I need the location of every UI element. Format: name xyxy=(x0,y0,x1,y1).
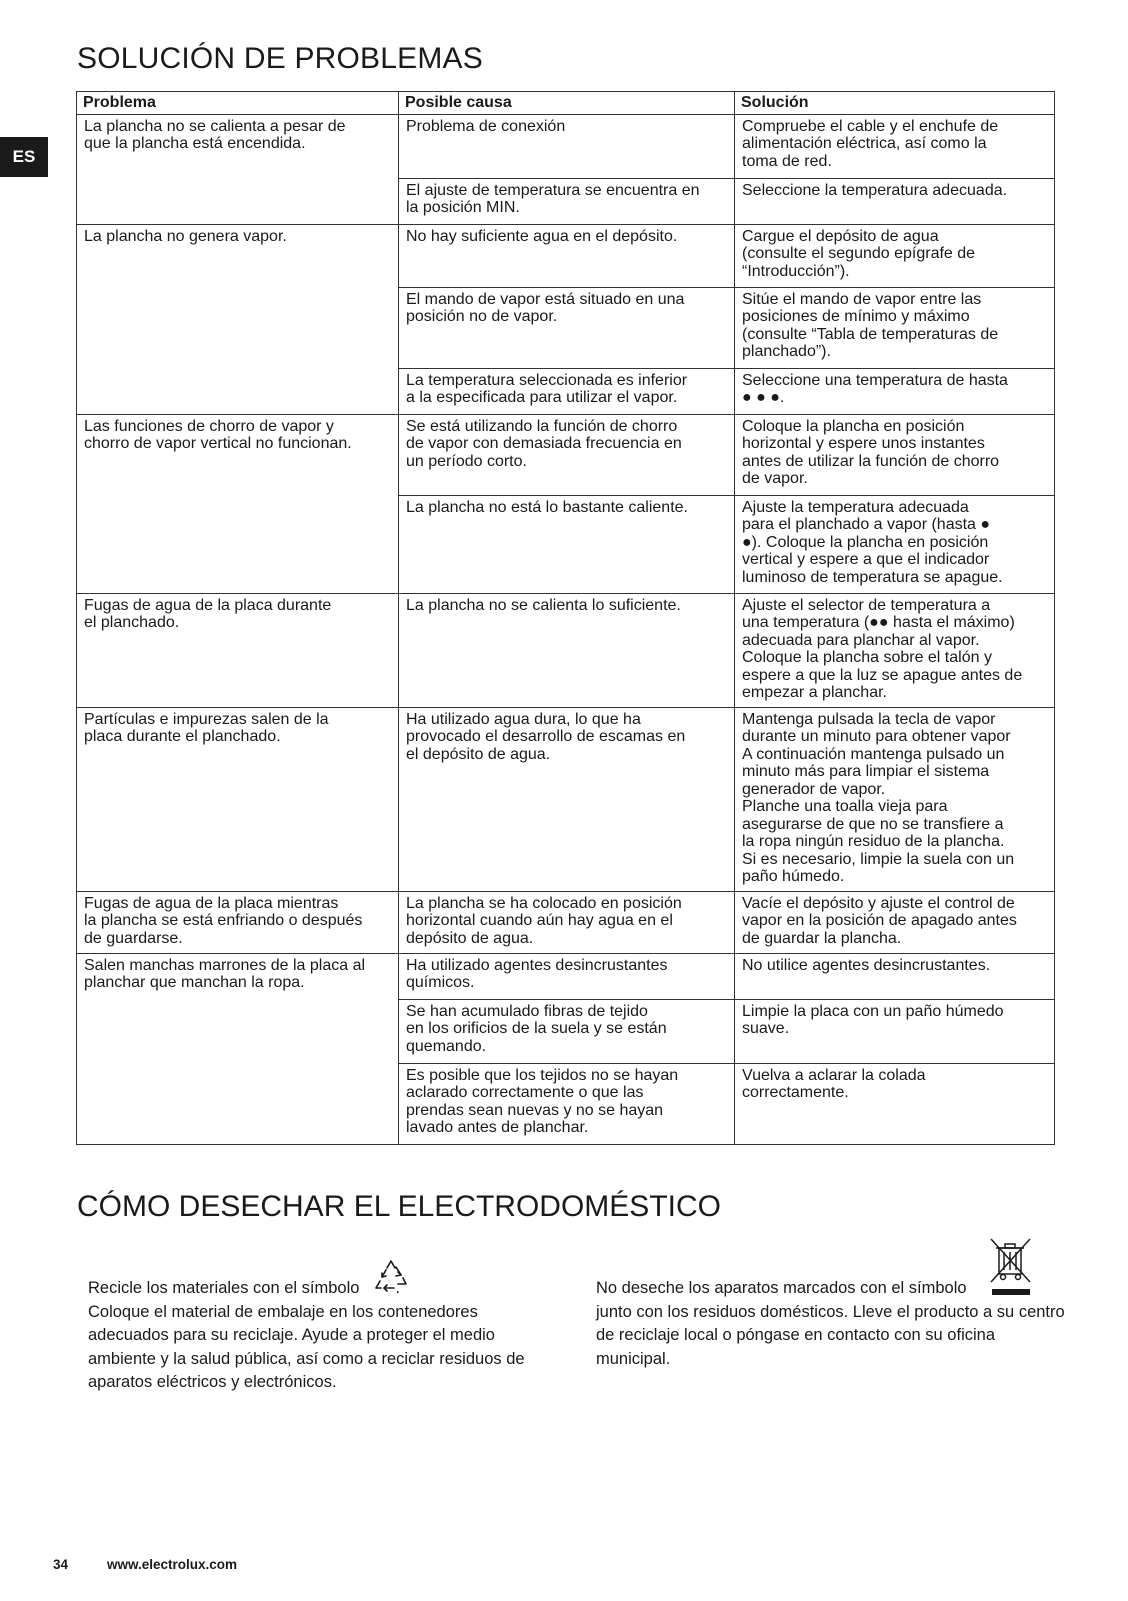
problem-cell: Fugas de agua de la placa durante el planchado. xyxy=(77,593,399,707)
header-cause: Posible causa xyxy=(399,92,735,115)
disposal-right-body: junto con los residuos domésticos. Lleve el producto a su centro de reciclaje local o póngase en contacto con su oficina municipal. xyxy=(596,1302,1065,1368)
solution-cell: Compruebe el cable y el enchufe de alimentación eléctrica, así como la toma de red. xyxy=(735,114,1055,178)
solution-cell: Coloque la plancha en posición horizontal y espere unos instantes antes de utilizar la función de chorro de vapor. xyxy=(735,414,1055,495)
disposal-left-text xyxy=(88,1277,558,1395)
cause-cell: No hay suficiente agua en el depósito. xyxy=(399,224,735,287)
cause-cell: Problema de conexión xyxy=(399,114,735,178)
footer-website: www.electrolux.com xyxy=(107,1557,238,1572)
problem-cell: Partículas e impurezas salen de la placa durante el planchado. xyxy=(77,707,399,891)
header-solution: Solución xyxy=(735,92,1055,115)
cause-cell: La plancha no se calienta lo suficiente. xyxy=(399,593,735,707)
cause-cell: El ajuste de temperatura se encuentra en la posición MIN. xyxy=(399,178,735,224)
problem-cell: Fugas de agua de la placa mientras la plancha se está enfriando o después de guardarse. xyxy=(77,891,399,953)
problem-cell: Salen manchas marrones de la placa al planchar que manchan la ropa. xyxy=(77,953,399,1144)
solution-cell: Seleccione una temperatura de hasta ● ● ●. xyxy=(735,368,1055,414)
table-row xyxy=(77,707,1055,891)
troubleshooting-table xyxy=(76,91,1055,1145)
disposal-right-line1: No deseche los aparatos marcados con el símbolo xyxy=(596,1279,967,1297)
table-row xyxy=(77,224,1055,287)
cause-cell: La temperatura seleccionada es inferior a la especificada para utilizar el vapor. xyxy=(399,368,735,414)
page-number: 34 xyxy=(53,1557,69,1572)
solution-cell: Mantenga pulsada la tecla de vapor durante un minuto para obtener vapor A continuación mantenga pulsado un minuto más para limpiar el sistema generador de vapor. Planche una toalla vieja para asegurarse de que no se transfiere a la ropa ningún residuo de la plancha. Si es necesario, limpie la suela con un paño húmedo. xyxy=(735,707,1055,891)
cause-cell: El mando de vapor está situado en una posición no de vapor. xyxy=(399,287,735,368)
solution-cell: Seleccione la temperatura adecuada. xyxy=(735,178,1055,224)
language-tab: ES xyxy=(0,137,48,177)
table-row xyxy=(77,953,1055,999)
weee-crossed-bin-icon xyxy=(988,1237,1034,1297)
solution-cell: Vuelva a aclarar la colada correctamente. xyxy=(735,1063,1055,1144)
cause-cell: Ha utilizado agua dura, lo que ha provocado el desarrollo de escamas en el depósito de agua. xyxy=(399,707,735,891)
solution-cell: Limpie la placa con un paño húmedo suave. xyxy=(735,999,1055,1063)
cause-cell: La plancha se ha colocado en posición horizontal cuando aún hay agua en el depósito de agua. xyxy=(399,891,735,953)
problem-cell: La plancha no se calienta a pesar de que la plancha está encendida. xyxy=(77,114,399,224)
solution-cell: Ajuste el selector de temperatura a una temperatura (●● hasta el máximo) adecuada para planchar al vapor. Coloque la plancha sobre el talón y espere a que la luz se apague antes de empezar a planchar. xyxy=(735,593,1055,707)
table-row xyxy=(77,891,1055,953)
problem-cell: La plancha no genera vapor. xyxy=(77,224,399,414)
table-row xyxy=(77,114,1055,178)
cause-cell: Es posible que los tejidos no se hayan aclarado correctamente o que las prendas sean nuevas y no se hayan lavado antes de planchar. xyxy=(399,1063,735,1144)
cause-cell: La plancha no está lo bastante caliente. xyxy=(399,495,735,593)
cause-cell: Se han acumulado fibras de tejido en los orificios de la suela y se están quemando. xyxy=(399,999,735,1063)
section-title-disposal: CÓMO DESECHAR EL ELECTRODOMÉSTICO xyxy=(77,1190,721,1223)
cause-cell: Ha utilizado agentes desincrustantes químicos. xyxy=(399,953,735,999)
solution-cell: No utilice agentes desincrustantes. xyxy=(735,953,1055,999)
section-title-troubleshooting: SOLUCIÓN DE PROBLEMAS xyxy=(77,42,483,75)
header-problem: Problema xyxy=(77,92,399,115)
recycle-icon xyxy=(374,1259,408,1293)
solution-cell: Ajuste la temperatura adecuada para el planchado a vapor (hasta ● ●). Coloque la plancha en posición vertical y espere a que el indicador luminoso de temperatura se apague. xyxy=(735,495,1055,593)
solution-cell: Cargue el depósito de agua (consulte el segundo epígrafe de “Introducción”). xyxy=(735,224,1055,287)
disposal-left-line1: Recicle los materiales con el símbolo xyxy=(88,1279,360,1297)
disposal-left-body: Coloque el material de embalaje en los contenedores adecuados para su reciclaje. Ayude a proteger el medio ambiente y la salud pública, así como a reciclar residuos de aparatos eléctricos y electrónicos. xyxy=(88,1302,525,1391)
table-row xyxy=(77,414,1055,495)
solution-cell: Vacíe el depósito y ajuste el control de vapor en la posición de apagado antes de guardar la plancha. xyxy=(735,891,1055,953)
problem-cell: Las funciones de chorro de vapor y chorro de vapor vertical no funcionan. xyxy=(77,414,399,593)
disposal-left-line1-end: . xyxy=(395,1279,401,1297)
solution-cell: Sitúe el mando de vapor entre las posiciones de mínimo y máximo (consulte “Tabla de temperaturas de planchado”). xyxy=(735,287,1055,368)
table-header-row xyxy=(77,92,1055,115)
cause-cell: Se está utilizando la función de chorro de vapor con demasiada frecuencia en un período corto. xyxy=(399,414,735,495)
table-row xyxy=(77,593,1055,707)
